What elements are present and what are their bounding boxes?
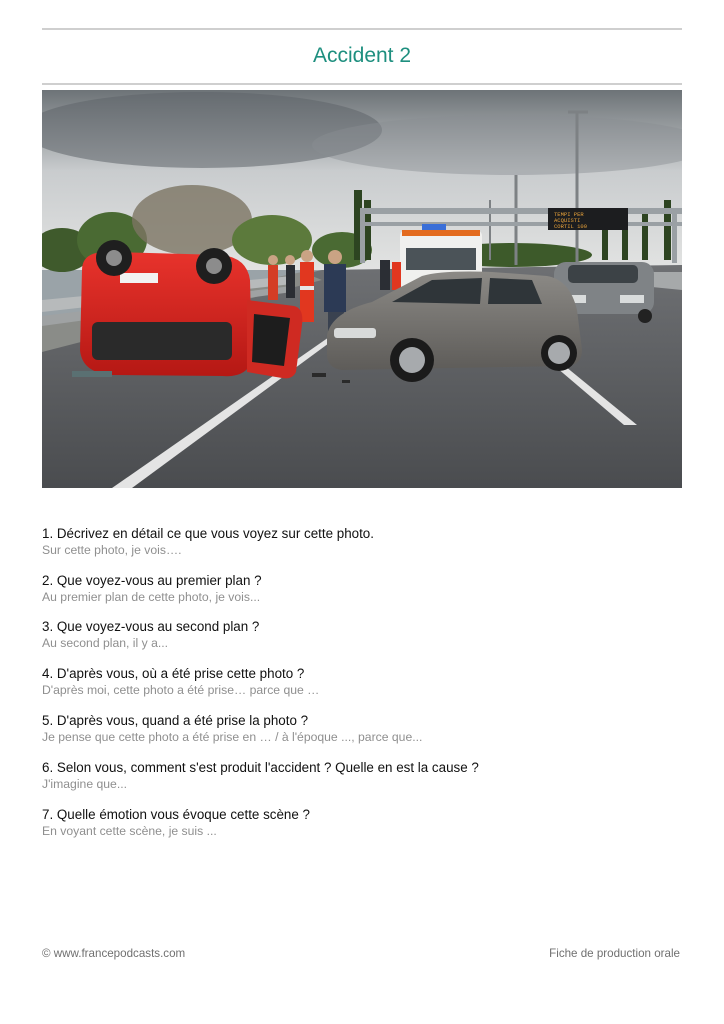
answer-prompt-2: Au premier plan de cette photo, je vois... (42, 590, 261, 604)
answer-prompt-6: J'imagine que... (42, 777, 127, 791)
accident-scene-illustration (42, 90, 682, 488)
page-title: Accident 2 (312, 44, 412, 67)
footer-document-type: Fiche de production orale (549, 947, 680, 960)
sign-line-3: CORTIL 100 (554, 223, 588, 230)
question-1: 1. Décrivez en détail ce que vous voyez sur cette photo. (42, 526, 374, 541)
footer-copyright: © www.francepodcasts.com (42, 947, 186, 960)
question-3: 3. Que voyez-vous au second plan ? (42, 619, 260, 634)
top-divider (42, 28, 682, 30)
question-2: 2. Que voyez-vous au premier plan ? (42, 573, 262, 588)
question-block-3 (42, 618, 682, 651)
question-block-1 (42, 525, 682, 558)
question-block-2 (42, 572, 682, 605)
sign-line-2: ACQUISTI (554, 217, 581, 224)
sign-line-1: TEMPI PER (554, 211, 584, 218)
question-6: 6. Selon vous, comment s'est produit l'accident ? Quelle en est la cause ? (42, 760, 479, 775)
accident-photo (42, 90, 682, 488)
question-block-4 (42, 665, 682, 698)
answer-prompt-1: Sur cette photo, je vois…. (42, 543, 182, 557)
question-block-7 (42, 806, 682, 839)
question-7: 7. Quelle émotion vous évoque cette scène ? (42, 807, 310, 822)
answer-prompt-4: D'après moi, cette photo a été prise… parce que … (42, 683, 320, 697)
question-block-5 (42, 712, 682, 745)
answer-prompt-3: Au second plan, il y a... (42, 636, 169, 650)
question-block-6 (42, 759, 682, 792)
question-4: 4. D'après vous, où a été prise cette photo ? (42, 666, 305, 681)
title-divider (42, 83, 682, 85)
question-5: 5. D'après vous, quand a été prise la photo ? (42, 713, 309, 728)
answer-prompt-7: En voyant cette scène, je suis ... (42, 824, 217, 838)
answer-prompt-5: Je pense que cette photo a été prise en … / à l'époque ..., parce que... (42, 730, 423, 744)
